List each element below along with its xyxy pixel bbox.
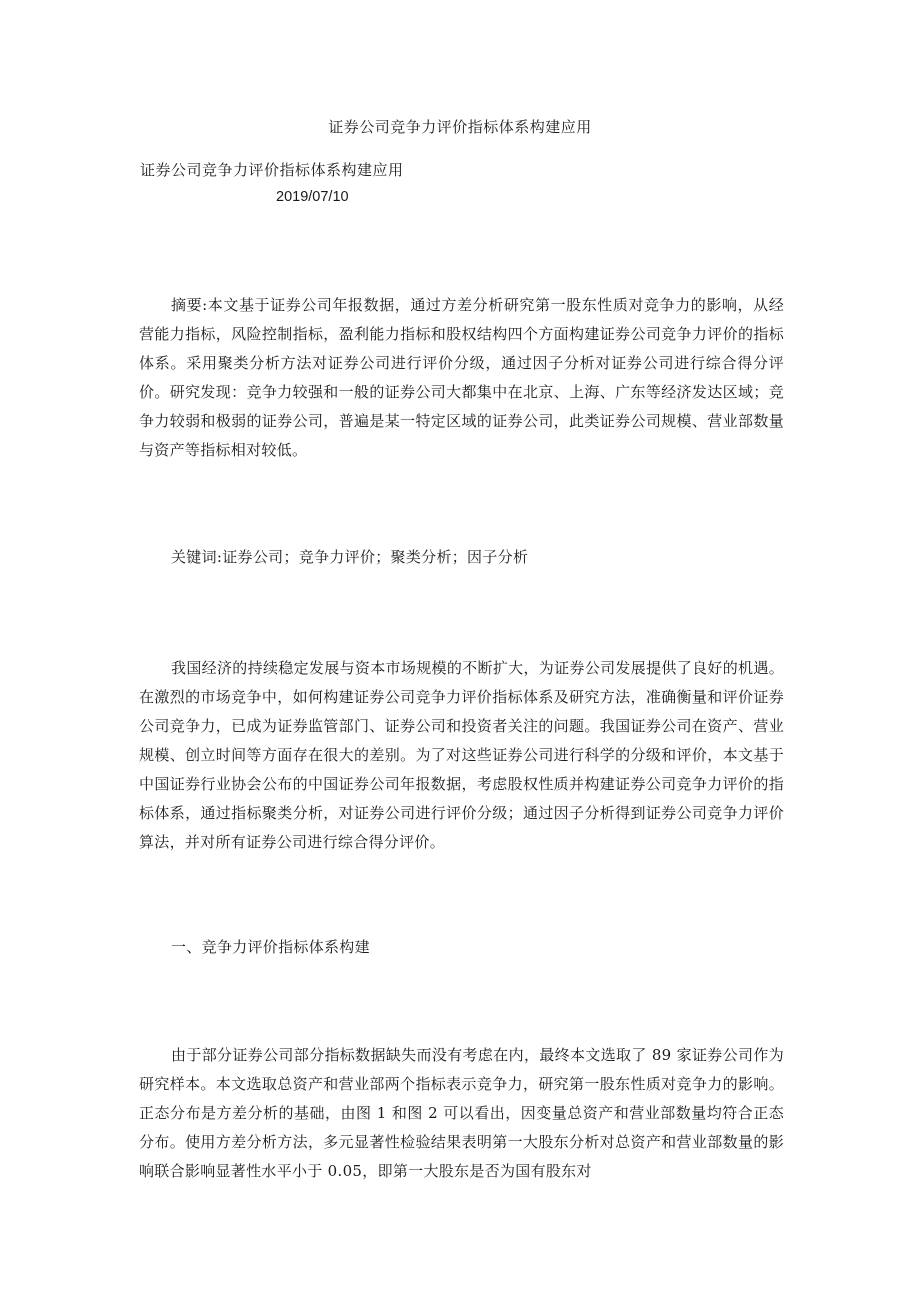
abstract-paragraph: 摘要:本文基于证券公司年报数据，通过方差分析研究第一股东性质对竞争力的影响，从经营能力指标，风险控制指标，盈利能力指标和股权结构四个方面构建证券公司竞争力评价的指标体系。采用聚类分析方法对证券公司进行评价分级，通过因子分析对证券公司进行综合得分评价。研究发现：竞争力较强和一般的证券公司大都集中在北京、上海、广东等经济发达区域；竞争力较弱和极弱的证券公司，普遍是某一特定区域的证券公司，此类证券公司规模、营业部数量与资产等指标相对较低。 <box>139 296 784 459</box>
article-title: 证券公司竞争力评价指标体系构建应用 <box>140 161 404 179</box>
publish-date: 2019/07/10 <box>276 189 349 205</box>
introduction-paragraph: 我国经济的持续稳定发展与资本市场规模的不断扩大，为证券公司发展提供了良好的机遇。在激烈的市场竞争中，如何构建证券公司竞争力评价指标体系及研究方法，准确衡量和评价证券公司竞争力，已成为证券监管部门、证券公司和投资者关注的问题。我国证券公司在资产、营业规模、创立时间等方面存在很大的差别。为了对这些证券公司进行科学的分级和评价，本文基于中国证券行业协会公布的中国证券公司年报数据，考虑股权性质并构建证券公司竞争力评价的指标体系，通过指标聚类分析，对证券公司进行评价分级；通过因子分析得到证券公司竞争力评价算法，并对所有证券公司进行综合得分评价。 <box>139 659 784 851</box>
section-heading: 一、竞争力评价指标体系构建 <box>171 938 370 956</box>
section-body-paragraph: 由于部分证券公司部分指标数据缺失而没有考虑在内，最终本文选取了 89 家证券公司作为研究样本。本文选取总资产和营业部两个指标表示竞争力，研究第一股东性质对竞争力的影响。正态分布是方差分析的基础，由图 1 和图 2 可以看出，因变量总资产和营业部数量均符合正态分布。使用方差分析方法，多元显著性检验结果表明第一大股东分析对总资产和营业部数量的影响联合影响显著性水平小于 0.05，即第一大股东是否为国有股东对 <box>139 1046 784 1180</box>
keywords-paragraph: 关键词:证券公司；竞争力评价；聚类分析；因子分析 <box>171 548 529 566</box>
document-title: 证券公司竞争力评价指标体系构建应用 <box>328 118 592 136</box>
